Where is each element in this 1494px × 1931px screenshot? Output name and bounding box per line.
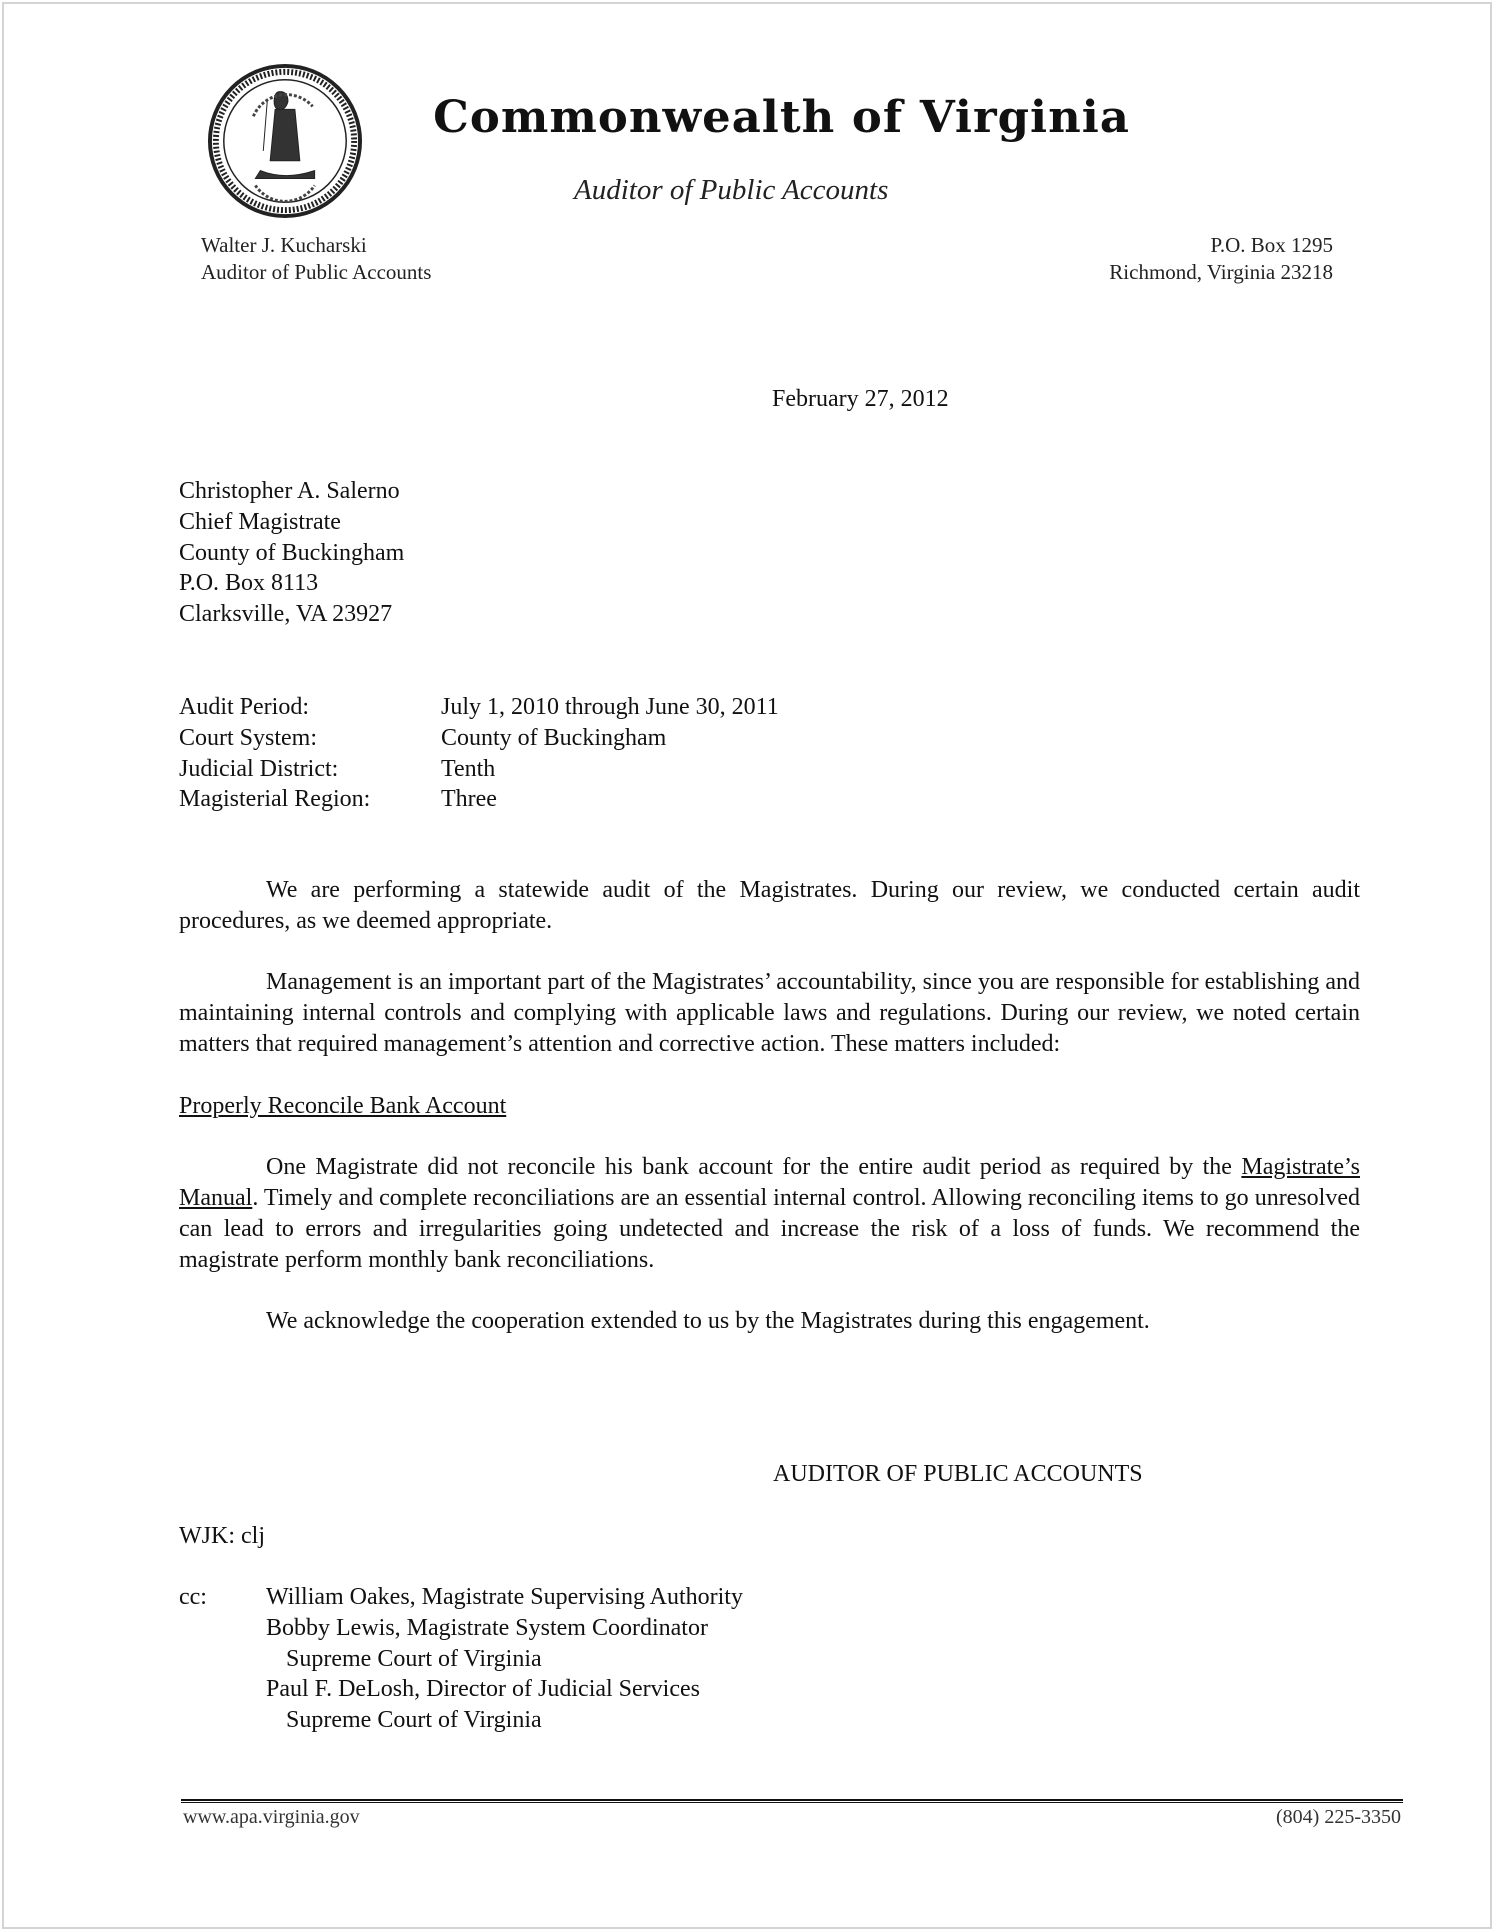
recipient-line: Christopher A. Salerno <box>179 478 400 504</box>
footer-website: www.apa.virginia.gov <box>183 1806 360 1828</box>
signature-block: AUDITOR OF PUBLIC ACCOUNTS <box>773 1461 1143 1487</box>
manual-reference: Magistrate’s Manual <box>179 1154 1360 1211</box>
recipient-line: P.O. Box 8113 <box>179 570 319 597</box>
detail-row: Magisterial Region: Three <box>179 786 497 813</box>
finding-heading: Properly Reconcile Bank Account <box>179 1092 507 1119</box>
cc-label: cc: <box>179 1584 207 1610</box>
recipient-line: Clarksville, VA 23927 <box>179 601 393 628</box>
detail-row: Audit Period: July 1, 2010 through June 30, 2011 <box>179 694 779 720</box>
auditor-name: Walter J. Kucharski <box>201 233 367 257</box>
paragraph-finding: One Magistrate did not reconcile his bank account for the entire audit period as required by the Magistrate’s Manual. Timely and complete reconciliations are an essential internal control. Allowing reconciling items to go unresolved can lead to errors and irregularities going undetected and increase the risk of a loss of funds. We recommend the magistrate perform monthly bank reconciliations. <box>179 1154 1360 1273</box>
virginia-seal-icon <box>206 62 364 220</box>
recipient-address <box>179 476 404 630</box>
cc-line: Paul F. DeLosh, Director of Judicial Services <box>266 1676 700 1703</box>
recipient-line: County of Buckingham <box>179 539 405 566</box>
cc-list <box>179 1582 743 1736</box>
office-address <box>1109 232 1333 286</box>
paragraph-acknowledgement: We acknowledge the cooperation extended to us by the Magistrates during this engagement. <box>266 1308 1150 1335</box>
recipient-line: Chief Magistrate <box>179 508 341 535</box>
audit-details <box>179 692 779 815</box>
cc-line: William Oakes, Magistrate Supervising Authority <box>266 1584 743 1610</box>
cc-line: Supreme Court of Virginia <box>286 1645 542 1672</box>
detail-row: Judicial District: Tenth <box>179 755 496 782</box>
paragraph-management: Management is an important part of the Magistrates’ accountability, since you are responsible for establishing and maintaining internal controls and complying with applicable laws and regulations. During our review, we noted certain matters that required management’s attention and corrective action. These matters included: <box>179 969 1360 1057</box>
footer-rule <box>181 1799 1403 1803</box>
city-state: Richmond, Virginia 23218 <box>1109 260 1333 284</box>
letterhead-subtitle: Auditor of Public Accounts <box>574 174 889 206</box>
po-box: P.O. Box 1295 <box>1210 233 1333 257</box>
cc-line: Bobby Lewis, Magistrate System Coordinator <box>266 1614 708 1641</box>
auditor-title: Auditor of Public Accounts <box>201 260 432 284</box>
letterhead-title: Commonwealth of Virginia <box>433 92 1130 143</box>
footer-phone: (804) 225-3350 <box>1276 1806 1401 1828</box>
letter-date: February 27, 2012 <box>772 386 949 412</box>
initials: WJK: clj <box>179 1523 265 1549</box>
letter-body <box>179 875 1360 1368</box>
paragraph-intro: We are performing a statewide audit of the Magistrates. During our review, we conducted certain audit procedures, as we deemed appropriate. <box>179 877 1360 934</box>
detail-row: Court System: County of Buckingham <box>179 724 667 751</box>
cc-line: Supreme Court of Virginia <box>286 1707 542 1734</box>
auditor-name-block <box>201 232 431 286</box>
